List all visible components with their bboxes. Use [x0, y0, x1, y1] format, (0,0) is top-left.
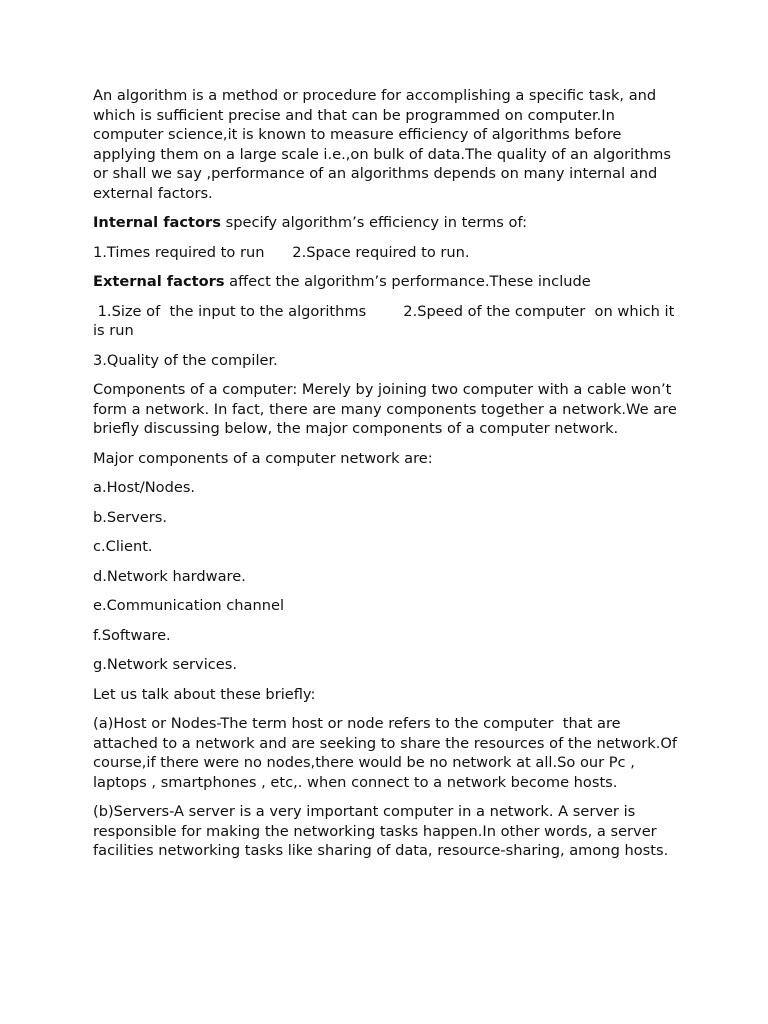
internal-factors-paragraph [93, 213, 678, 233]
list-item: c.Client. [93, 538, 153, 555]
talk-intro-paragraph: Let us talk about these briefly: [93, 685, 316, 703]
list-item: e.Communication channel [93, 597, 285, 614]
external-factors-text: affect the algorithm’s performance.These include [224, 273, 591, 290]
intro-paragraph: An algorithm is a method or procedure for accomplishing a specific task, and which is sufficient precise and that can be programmed on computer.In computer science,it is known to measure efficiency of algorithms before applying them on a large scale i.e.,on bulk of data.The quality of an algorithms or shall we say ,performance of an algorithms depends on many internal and external factors. [93, 87, 676, 202]
external-factors-heading: External factors [93, 273, 225, 290]
list-item: f.Software. [93, 626, 171, 644]
internal-factors-text: specify algorithm’s efficiency in terms of: [220, 214, 527, 231]
internal-factors-list: 1.Times required to run 2.Space required to run. [93, 243, 470, 261]
list-item: d.Network hardware. [93, 567, 246, 585]
external-factors-list: 1.Size of the input to the algorithms 2.Speed of the computer on which it is run [93, 302, 679, 339]
components-intro-paragraph: Components of a computer: Merely by joining two computer with a cable won’t form a network. In fact, there are many components together a network.We are briefly discussing below, the major components of a computer network. [93, 381, 682, 437]
host-nodes-paragraph: (a)Host or Nodes-The term host or node refers to the computer that are attached to a network and are seeking to share the resources of the network.Of course,if there were no nodes,there would be no network at all.So our Pc , laptops , smartphones , etc,. when connect to a network become hosts. [93, 715, 682, 791]
external-factors-item-3: 3.Quality of the compiler. [93, 351, 278, 369]
major-components-heading: Major components of a computer network are: [93, 449, 433, 467]
document-page [93, 86, 682, 871]
internal-factors-heading: Internal factors [93, 214, 221, 231]
list-item: b.Servers. [93, 508, 168, 526]
list-item: a.Host/Nodes. [93, 479, 196, 496]
list-item: g.Network services. [93, 656, 237, 673]
external-factors-paragraph [93, 272, 678, 292]
servers-paragraph: (b)Servers-A server is a very important computer in a network. A server is responsible for making the networking tasks happen.In other words, a server facilities networking tasks like sharing of data, resource-sharing, among hosts. [93, 803, 669, 859]
